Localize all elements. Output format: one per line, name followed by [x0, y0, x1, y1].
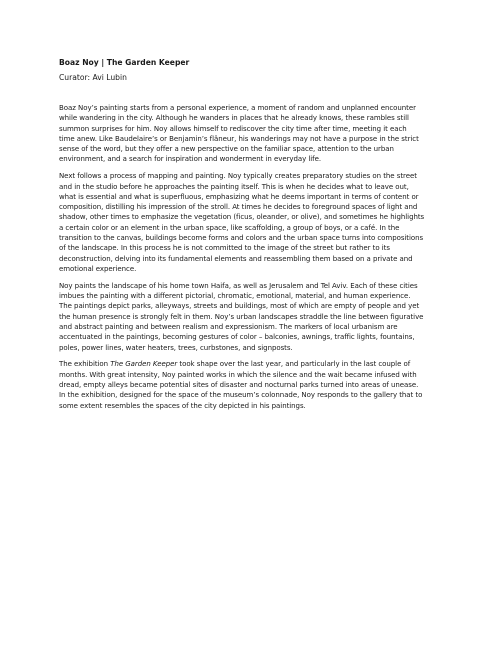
text-line: of the landscape. In this process he is not committed to the image of the street but rather to its	[59, 244, 390, 253]
text-line: what is essential and what is superfluous, emphasizing what he deems important in terms of content or	[59, 192, 419, 201]
text-line: some extent resembles the spaces of the city depicted in his paintings.	[59, 401, 306, 410]
text-line: In the exhibition, designed for the space of the museum’s colonnade, Noy responds to the gallery that to	[59, 391, 423, 400]
text-line: Noy paints the landscape of his home town Haifa, as well as Jerusalem and Tel Aviv. Each of these cities	[59, 281, 418, 290]
text-line: transition to the canvas, buildings become forms and colors and the urban space turns into compositions	[59, 234, 424, 243]
paragraph-3	[59, 281, 454, 353]
text-line: summon surprises for him. Noy allows himself to rediscover the city time after time, meeting it each	[59, 124, 407, 133]
paragraph-2	[59, 171, 454, 274]
curator-line: Curator: Avi Lubin	[59, 73, 127, 82]
text-line: The paintings depict parks, alleyways, streets and buildings, most of which are empty of people and yet	[59, 302, 420, 311]
document-body	[59, 103, 454, 411]
text-segment: took shape over the last year, and particularly in the last couple of	[177, 360, 411, 369]
text-line: poles, power lines, water heaters, trees, curbstones, and signposts.	[59, 343, 293, 352]
text-line: accentuated in the paintings, becoming gestures of color – balconies, awnings, traffic lights, fountains,	[59, 333, 415, 342]
paragraph-4	[59, 359, 454, 410]
text-line: and abstract painting and between realism and expressionism. The markers of local urbanism are	[59, 322, 398, 331]
text-line: Boaz Noy’s painting starts from a personal experience, a moment of random and unplanned encounter	[59, 104, 416, 112]
text-line: composition, distilling his impression of the stroll. At times he decides to foreground spaces of light and	[59, 203, 418, 212]
document-title: Boaz Noy | The Garden Keeper	[59, 58, 190, 67]
text-line: shadow, other times to emphasize the vegetation (ficus, oleander, or olive), and sometimes he highlights	[59, 213, 425, 222]
text-line: a certain color or an element in the urban space, like scaffolding, a group of boys, or a café. In the	[59, 223, 400, 232]
text-segment: The exhibition	[59, 360, 111, 369]
text-line: imbues the painting with a different pictorial, chromatic, emotional, material, and human experience.	[59, 292, 411, 301]
text-line: time anew. Like Baudelaire’s or Benjamin’s flâneur, his wanderings may not have a purpose in the strict	[59, 134, 419, 143]
document-page	[59, 58, 454, 417]
paragraph-1	[59, 103, 454, 165]
exhibition-title-italic: The Garden Keeper	[110, 360, 178, 369]
text-line: while wandering in the city. Although he wanders in places that he already knows, these rambles still	[59, 114, 409, 123]
text-line: environment, and a search for inspiration and wonderment in everyday life.	[59, 155, 322, 164]
text-line	[59, 359, 454, 369]
text-line: and in the studio before he approaches the painting itself. This is when he decides what to leave out,	[59, 182, 409, 191]
text-line: sense of the word, but they offer a new perspective on the familiar space, attention to the urban	[59, 145, 394, 154]
text-line: Next follows a process of mapping and painting. Noy typically creates preparatory studies on the street	[59, 172, 417, 181]
text-line: the human presence is strongly felt in them. Noy’s urban landscapes straddle the line between figurative	[59, 312, 424, 321]
text-line: dread, empty alleys became potential sites of disaster and nocturnal parks turned into areas of unease.	[59, 380, 419, 389]
text-line: emotional experience.	[59, 264, 137, 273]
text-line: months. With great intensity, Noy painted works in which the silence and the wait became infused with	[59, 370, 417, 379]
text-line: deconstruction, delving into its fundamental elements and reassembling them based on a private and	[59, 254, 413, 263]
